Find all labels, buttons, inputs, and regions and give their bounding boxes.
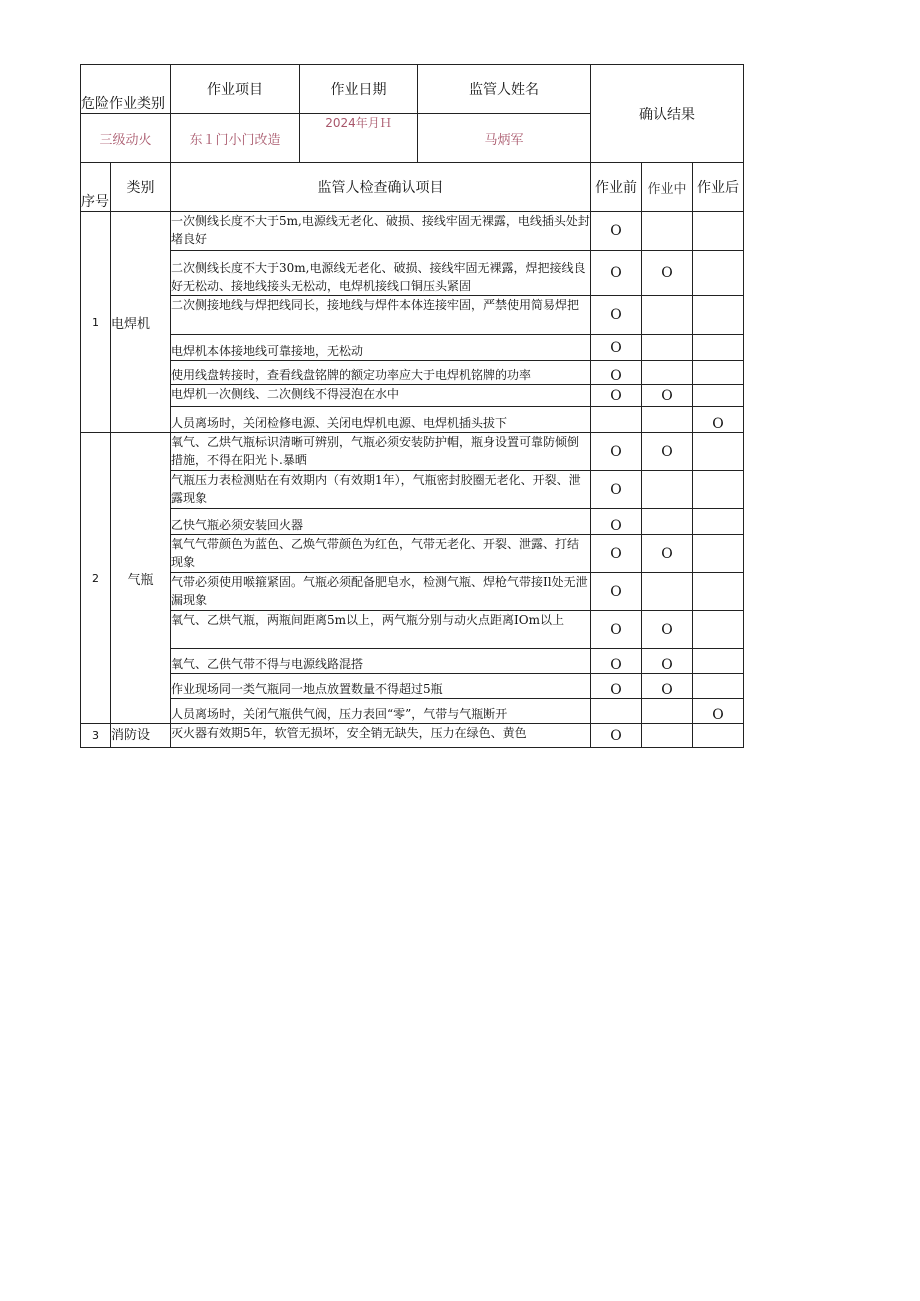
before-mark: O: [591, 471, 642, 509]
group-seq: 3: [81, 724, 111, 748]
check-item: 一次侧线长度不大于5m,电源线无老化、破损、接线牢固无裸露，电线插头处封堵良好: [171, 212, 591, 251]
table-row: [81, 212, 744, 251]
during-mark: O: [642, 674, 693, 699]
after-mark: O: [693, 699, 744, 724]
before-mark: O: [591, 335, 642, 361]
header-category-label: 危险作业类别: [81, 65, 171, 114]
after-mark: [693, 361, 744, 385]
after-mark: [693, 674, 744, 699]
during-mark: [642, 724, 693, 748]
table-row: [81, 724, 744, 748]
during-mark: [642, 335, 693, 361]
before-mark: O: [591, 361, 642, 385]
before-mark: O: [591, 433, 642, 471]
check-item: 二次侧接地线与焊把线同长，接地线与焊件本体连接牢固，严禁使用简易焊把: [171, 296, 591, 335]
check-item: 灭火器有效期5年，软管无损坏，安全销无缺失，压力在绿色、黄色: [171, 724, 591, 748]
table-row: [81, 471, 744, 509]
after-mark: [693, 611, 744, 649]
after-mark: [693, 471, 744, 509]
before-mark: O: [591, 611, 642, 649]
group-category: 消防设: [111, 724, 171, 748]
items-header: 监管人检查确认项目: [171, 163, 591, 212]
after-mark: [693, 296, 744, 335]
after-mark: [693, 649, 744, 674]
after-mark: [693, 433, 744, 471]
after-mark: [693, 335, 744, 361]
after-mark: [693, 573, 744, 611]
before-mark: [591, 407, 642, 433]
table-row: [81, 573, 744, 611]
during-mark: [642, 509, 693, 535]
before-mark: O: [591, 535, 642, 573]
during-mark: [642, 361, 693, 385]
check-item: 乙快气瓶必须安装回火器: [171, 509, 591, 535]
after-mark: [693, 724, 744, 748]
group-category: 气瓶: [111, 433, 171, 724]
check-item: 人员离场时，关闭检修电源、关闭电焊机电源、电焊机插头拔下: [171, 407, 591, 433]
group-seq: 1: [81, 212, 111, 433]
after-mark: O: [693, 407, 744, 433]
check-item: 电焊机本体接地线可靠接地，无松动: [171, 335, 591, 361]
check-item: 电焊机一次侧线、二次侧线不得浸泡在水中: [171, 385, 591, 407]
during-mark: O: [642, 433, 693, 471]
check-item: 二次侧线长度不大于30m,电源线无老化、破损、接线牢固无裸露，焊把接线良好无松动、接地线接头无松动，电焊机接线口铜压头紧固: [171, 251, 591, 296]
table-row: [81, 509, 744, 535]
during-mark: [642, 699, 693, 724]
before-mark: O: [591, 649, 642, 674]
table-row: [81, 649, 744, 674]
table-row: [81, 296, 744, 335]
after-header: 作业后: [693, 163, 744, 212]
before-mark: [591, 699, 642, 724]
during-mark: [642, 573, 693, 611]
during-mark: O: [642, 385, 693, 407]
during-mark: O: [642, 535, 693, 573]
check-item: 气带必须使用喉箍紧固。气瓶必须配备肥皂水，检测气瓶、焊枪气带接Il处无泄漏现象: [171, 573, 591, 611]
seq-header: 序号: [81, 163, 111, 212]
table-row: [81, 385, 744, 407]
before-mark: O: [591, 573, 642, 611]
before-mark: O: [591, 296, 642, 335]
table-row: [81, 674, 744, 699]
check-item: 使用线盘转接时，查看线盘铭牌的额定功率应大于电焊机铭牌的功率: [171, 361, 591, 385]
during-mark: O: [642, 251, 693, 296]
after-mark: [693, 509, 744, 535]
table-row: [81, 699, 744, 724]
table-row: [81, 535, 744, 573]
before-mark: O: [591, 212, 642, 251]
during-mark: [642, 471, 693, 509]
during-mark: [642, 407, 693, 433]
during-mark: [642, 296, 693, 335]
table-row: [81, 611, 744, 649]
group-seq: 2: [81, 433, 111, 724]
check-item: 人员离场时，关闭气瓶供气阀，压力表回“零”，气带与气瓶断开: [171, 699, 591, 724]
header-result-label: 确认结果: [591, 65, 744, 163]
header-supervisor-label: 监管人姓名: [418, 65, 591, 114]
header-project-label: 作业项目: [171, 65, 300, 114]
during-mark: [642, 212, 693, 251]
kind-header: 类别: [111, 163, 171, 212]
inspection-table: [80, 64, 744, 748]
check-item: 氧气气带颜色为蓝色、乙焕气带颜色为红色，气带无老化、开裂、泄露、打结现象: [171, 535, 591, 573]
check-item: 氧气、乙烘气瓶，两瓶间距离5m以上，两气瓶分别与动火点距离IOm以上: [171, 611, 591, 649]
group-category: 电焊机: [111, 212, 171, 433]
after-mark: [693, 212, 744, 251]
table-row: [81, 433, 744, 471]
after-mark: [693, 535, 744, 573]
table-row: [81, 361, 744, 385]
date-value: 2024年月Ｈ: [300, 114, 418, 163]
check-item: 作业现场同一类气瓶同一地点放置数量不得超过5瓶: [171, 674, 591, 699]
after-mark: [693, 251, 744, 296]
before-mark: O: [591, 385, 642, 407]
table-row: [81, 335, 744, 361]
check-item: 气瓶压力表检测贴在有效期内（有效期1年），气瓶密封胶圈无老化、开裂、泄露现象: [171, 471, 591, 509]
before-mark: O: [591, 509, 642, 535]
supervisor-value: 马炳军: [418, 114, 591, 163]
header-date-label: 作业日期: [300, 65, 418, 114]
before-header: 作业前: [591, 163, 642, 212]
table-row: [81, 251, 744, 296]
during-mark: O: [642, 611, 693, 649]
before-mark: O: [591, 674, 642, 699]
before-mark: O: [591, 724, 642, 748]
during-mark: O: [642, 649, 693, 674]
check-item: 氧气、乙供气带不得与电源线路混搭: [171, 649, 591, 674]
category-value: 三级动火: [81, 114, 171, 163]
before-mark: O: [591, 251, 642, 296]
check-item: 氧气、乙烘气瓶标识清晰可辨别，气瓶必须安装防护帽，瓶身设置可靠防倾倒措施，不得在阳光卜.暴晒: [171, 433, 591, 471]
after-mark: [693, 385, 744, 407]
project-value: 东１门小门改造: [171, 114, 300, 163]
table-row: [81, 407, 744, 433]
during-header: 作业中: [642, 163, 693, 212]
